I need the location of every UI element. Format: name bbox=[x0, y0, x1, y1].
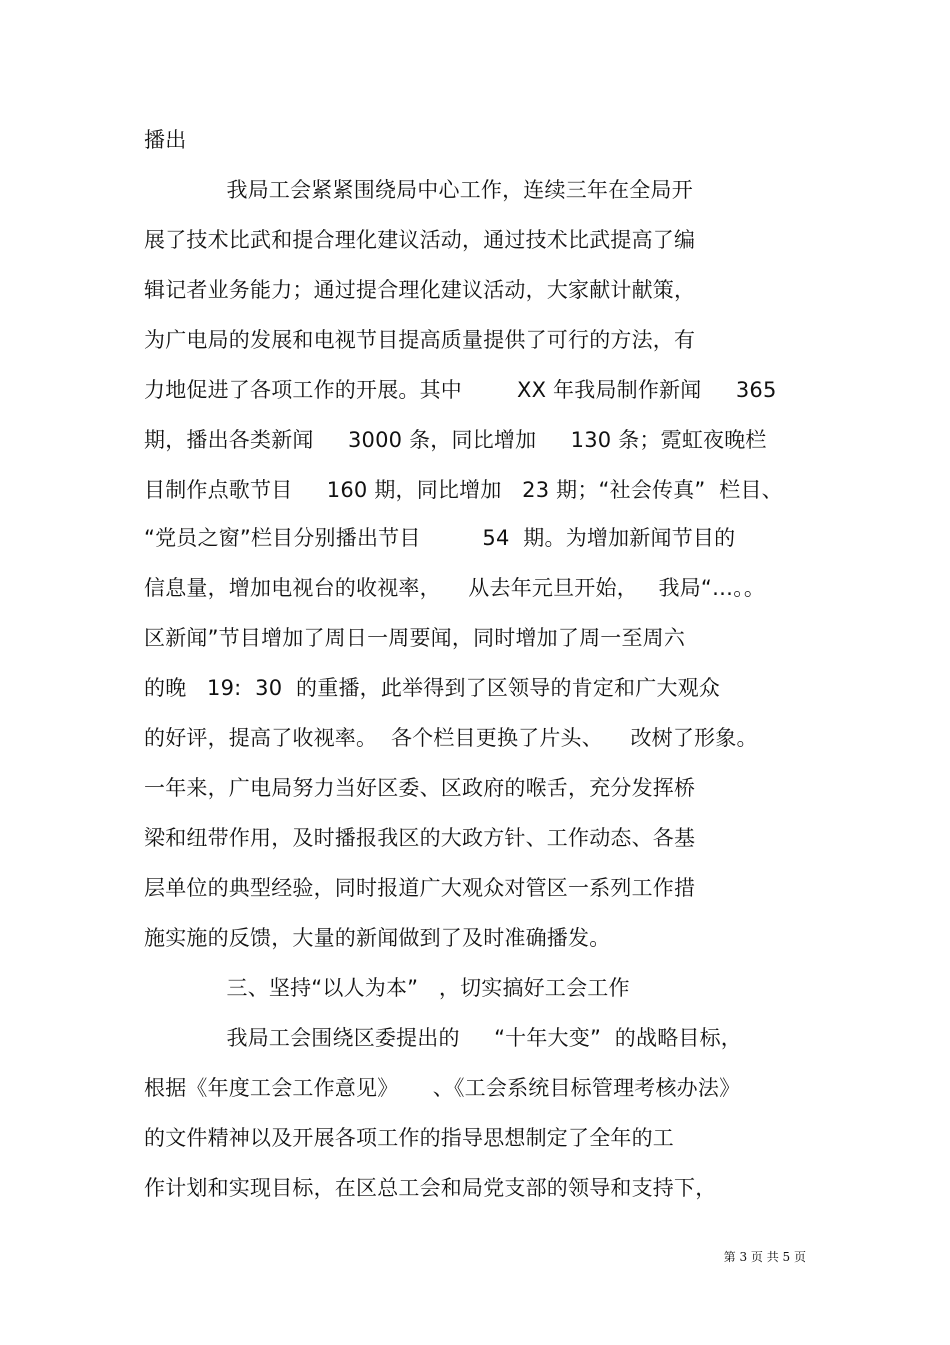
text-line: 的文件精神以及开展各项工作的指导思想制定了全年的工 bbox=[144, 1126, 674, 1150]
text-line: 施实施的反馈，大量的新闻做到了及时准确播发。 bbox=[144, 926, 611, 950]
text-line: 力地促进了各项工作的开展。其中 XX 年我局制作新闻 365 bbox=[144, 378, 777, 402]
text-line: 的晚 19: 30 的重播，此举得到了区领导的肯定和广大观众 bbox=[144, 676, 721, 700]
text-line: 播出 bbox=[144, 128, 187, 152]
text-line: 为广电局的发展和电视节目提高质量提供了可行的方法，有 bbox=[144, 328, 696, 352]
text-line: 我局工会紧紧围绕局中心工作，连续三年在全局开 bbox=[144, 178, 693, 202]
text-line: “党员之窗”栏目分别播出节目 54 期。为增加新闻节目的 bbox=[144, 526, 736, 550]
text-line: 展了技术比武和提合理化建议活动，通过技术比武提高了编 bbox=[144, 228, 696, 252]
text-line: 根据《年度工会工作意见》 、《工会系统目标管理考核办法》 bbox=[144, 1076, 741, 1100]
text-line: 信息量，增加电视台的收视率， 从去年元旦开始， 我局“…。。 bbox=[144, 576, 766, 600]
section-heading: 三、坚持“以人为本” ，切实搞好工会工作 bbox=[144, 976, 630, 1000]
page-number-footer: 第 3 页 共 5 页 bbox=[723, 1250, 806, 1264]
text-line: 期，播出各类新闻 3000 条，同比增加 130 条；霓虹夜晚栏 bbox=[144, 428, 767, 452]
text-line: 作计划和实现目标，在区总工会和局党支部的领导和支持下， bbox=[144, 1176, 717, 1200]
text-line: 我局工会围绕区委提出的 “十年大变” 的战略目标， bbox=[144, 1026, 742, 1050]
text-line: 一年来，广电局努力当好区委、区政府的喉舌，充分发挥桥 bbox=[144, 776, 696, 800]
text-line: 层单位的典型经验，同时报道广大观众对管区一系列工作措 bbox=[144, 876, 696, 900]
text-line: 辑记者业务能力；通过提合理化建议活动，大家献计献策， bbox=[144, 278, 696, 302]
text-line: 梁和纽带作用，及时播报我区的大政方针、工作动态、各基 bbox=[144, 826, 696, 850]
text-line: 目制作点歌节目 160 期，同比增加 23 期；“社会传真” 栏目、 bbox=[144, 478, 783, 502]
text-line: 区新闻”节目增加了周日一周要闻，同时增加了周一至周六 bbox=[144, 626, 686, 650]
text-line: 的好评，提高了收视率。 各个栏目更换了片头、 改树了形象。 bbox=[144, 726, 758, 750]
